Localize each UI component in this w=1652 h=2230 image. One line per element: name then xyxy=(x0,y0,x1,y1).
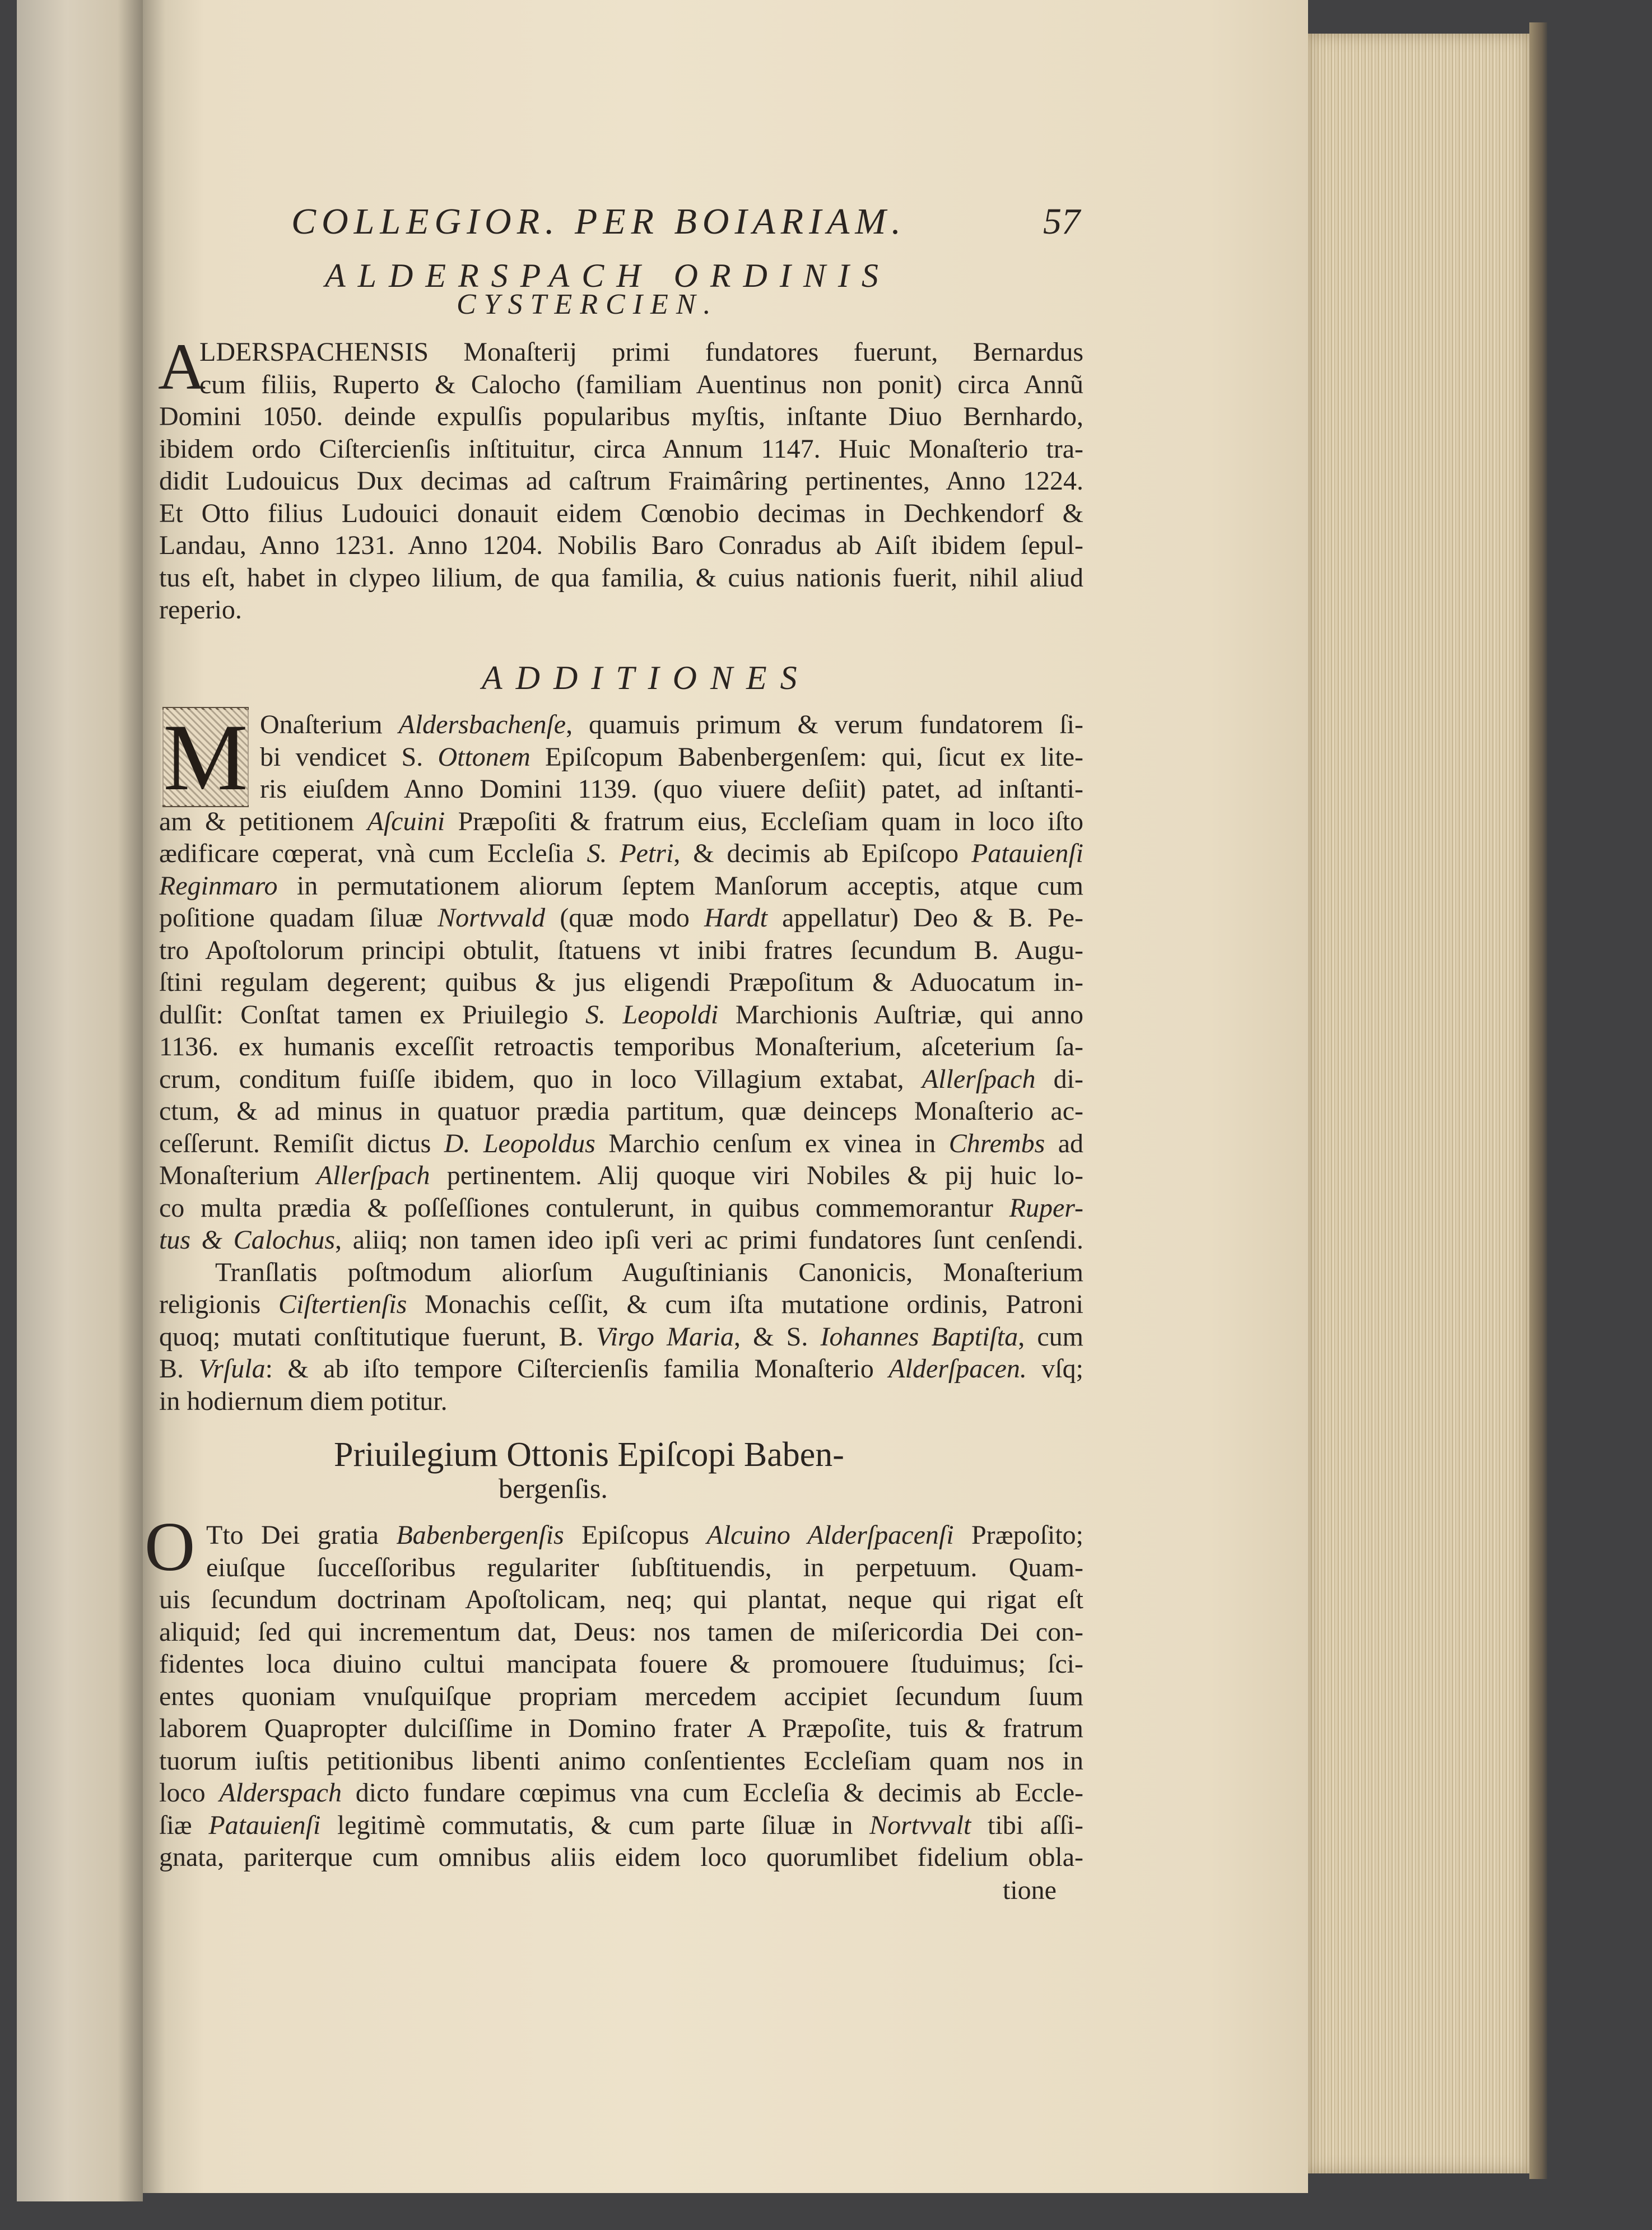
section-title-line1: ALDERSPACH ORDINIS xyxy=(325,257,891,294)
italic-text: Allerſpach xyxy=(316,1161,430,1190)
text-line xyxy=(159,902,1083,934)
italic-text: S. Leopoldi xyxy=(585,999,719,1030)
text-line xyxy=(159,837,1083,870)
text-segment: , aliiq; non tamen ideo ipſi veri ac primi fundatores ſunt cenſendi. xyxy=(335,1225,1084,1255)
page-number: 57 xyxy=(1043,201,1080,242)
text-segment: : & ab iſto tempore Ciſtercienſis familia Monaſterio xyxy=(265,1354,889,1384)
italic-text: Hardt xyxy=(704,903,767,933)
text-line xyxy=(159,934,1083,967)
text-segment: dicto fundare cœpimus vna cum Eccleſia & decimis ab Eccle- xyxy=(341,1778,1084,1808)
text-line xyxy=(159,1584,1083,1616)
text-segment: in hodiernum diem potitur. xyxy=(159,1386,448,1416)
italic-text: Ruper- xyxy=(1009,1193,1083,1223)
text-segment: , cum xyxy=(1018,1321,1084,1352)
text-segment: tus eſt, habet in clypeo lilium, de qua familia, & cuius nationis fuerit, nihil aliud xyxy=(159,562,1083,593)
text-line xyxy=(159,1385,1083,1418)
text-line xyxy=(159,1680,1083,1713)
italic-text: Babenbergenſis xyxy=(396,1520,564,1550)
text-line xyxy=(159,562,1083,594)
text-segment: , & S. xyxy=(734,1321,821,1352)
text-line xyxy=(159,806,1083,838)
text-segment: crum, conditum fuiſſe ibidem, quo in loco Villagium extabat, xyxy=(159,1064,922,1094)
text-segment: ſtini regulam degerent; quibus & jus eligendi Præpoſitum & Aduocatum in- xyxy=(159,967,1083,997)
drop-cap-o: O xyxy=(145,1509,196,1586)
text-segment: Tto Dei gratia xyxy=(206,1520,397,1550)
text-line xyxy=(159,529,1083,562)
italic-text: Allerſpach xyxy=(922,1064,1036,1094)
italic-text: Chrembs xyxy=(948,1128,1045,1158)
text-line xyxy=(260,709,1083,741)
text-line xyxy=(159,1160,1083,1192)
text-segment: am & petitionem xyxy=(159,806,367,836)
text-segment: Marchio cenſum ex vinea in xyxy=(595,1128,949,1158)
italic-text: Reginmaro xyxy=(159,870,278,901)
text-segment: tro Apoſtolorum principi obtulit, ſtatuens vt inibi fratres ſecundum B. Augu- xyxy=(159,935,1083,965)
text-segment: Præpoſiti & fratrum eius, Eccleſiam quam in loco iſto xyxy=(445,806,1084,836)
italic-text: Alderspach xyxy=(219,1778,342,1808)
italic-text: Alderſpacen. xyxy=(888,1354,1027,1384)
text-line xyxy=(159,1095,1083,1128)
text-line xyxy=(159,1841,1083,1874)
drop-cap-letter: M xyxy=(161,710,250,805)
paragraph-founding xyxy=(158,330,1083,626)
text-line xyxy=(159,1616,1083,1649)
text-segment: 1136. ex humanis exceſſit retroactis temporibus Monaſterium, aſceterium ſa- xyxy=(159,1032,1083,1062)
text-segment: , quamuis primum & verum fundatorem ſi- xyxy=(566,710,1084,739)
text-segment: Epiſcopum Babenbergenſem: qui, ſicut ex lite- xyxy=(530,742,1084,772)
text-line xyxy=(159,1321,1083,1353)
text-line xyxy=(206,1552,1083,1584)
text-segment: , & decimis ab Epiſcopo xyxy=(673,839,972,868)
text-segment: Landau, Anno 1231. Anno 1204. Nobilis Baro Conradus ab Aiſt ibidem ſepul- xyxy=(159,530,1083,560)
text-segment: co multa prædia & poſſeſſiones contulerunt, in quibus commemorantur xyxy=(159,1193,1009,1223)
text-segment: in permutationem aliorum ſeptem Manſorum acceptis, atque cum xyxy=(277,870,1083,901)
text-segment: vſq; xyxy=(1026,1354,1083,1384)
text-line xyxy=(159,1353,1083,1385)
italic-text: Nortvvalt xyxy=(869,1810,971,1840)
text-segment: Tranſlatis poſtmodum aliorſum Auguſtinianis Canonicis, Monaſterium xyxy=(215,1257,1083,1287)
text-line xyxy=(215,1256,1083,1289)
text-segment: B. xyxy=(159,1354,199,1384)
text-line xyxy=(159,1648,1083,1680)
privilegium-heading-line2: bergenſis. xyxy=(499,1473,608,1504)
text-line xyxy=(260,773,1083,806)
italic-text: Aſcuini xyxy=(367,806,445,836)
text-line xyxy=(199,336,1083,369)
text-segment: uis ſecundum doctrinam Apoſtolicam, neq; qui plantat, neque qui rigat eſt xyxy=(159,1585,1083,1614)
italic-text: Alcuino Alderſpacenſi xyxy=(706,1520,954,1550)
italic-text: Aldersbachenſe xyxy=(398,710,566,739)
text-segment: legitimè commutatis, & cum parte ſiluæ in xyxy=(320,1810,870,1840)
text-segment: ceſſerunt. Remiſit dictus xyxy=(159,1128,444,1158)
text-segment: ris eiuſdem Anno Domini 1139. (quo viuere deſiit) patet, ad inſtanti- xyxy=(260,774,1083,804)
facing-left-page-edge xyxy=(17,0,143,2201)
text-line xyxy=(199,369,1083,401)
text-line xyxy=(159,1128,1083,1160)
italic-text: Vrſula xyxy=(198,1354,266,1384)
italic-text: Ottonem xyxy=(438,742,530,772)
text-line xyxy=(159,1031,1083,1063)
text-segment: laborem Quapropter dulciſſime in Domino frater A Præpoſite, tuis & fratrum xyxy=(159,1714,1083,1743)
text-line xyxy=(159,999,1083,1031)
text-segment: ædificare cœperat, vnà cum Eccleſia xyxy=(159,839,587,868)
text-line xyxy=(159,433,1083,465)
italic-text: Patauienſi xyxy=(971,839,1083,868)
italic-text: Patauienſi xyxy=(208,1810,321,1840)
italic-text: tus & Calochus xyxy=(159,1225,336,1255)
text-line xyxy=(159,1809,1083,1842)
section-title-line2: CYSTERCIEN. xyxy=(457,288,719,320)
text-segment: appellatur) Deo & B. Pe- xyxy=(767,903,1083,933)
italic-text: Nortvvald xyxy=(438,903,546,933)
text-segment: religionis xyxy=(159,1289,278,1319)
text-segment: LDERSPACHENSIS Monaſterij primi fundatores fuerunt, Bernardus xyxy=(199,337,1083,367)
page-stack-fore-edge xyxy=(1308,34,1529,2173)
text-segment: ſiæ xyxy=(159,1810,209,1840)
text-line xyxy=(159,966,1083,999)
catchword: tione xyxy=(1003,1875,1057,1905)
text-segment: didit Ludouicus Dux decimas ad caſtrum Fraimâring pertinentes, Anno 1224. xyxy=(159,466,1083,496)
text-segment: eiuſque ſucceſſoribus regulariter ſubſtituendis, in perpetuum. Quam- xyxy=(206,1552,1083,1582)
text-line xyxy=(159,1745,1083,1777)
text-line xyxy=(159,401,1083,433)
text-line xyxy=(260,741,1083,774)
book-cover-edge xyxy=(1529,22,1547,2179)
text-segment: di- xyxy=(1035,1064,1083,1094)
text-segment: Monachis ceſſit, & cum iſta mutatione ordinis, Patroni xyxy=(407,1289,1083,1319)
text-segment: gnata, pariterque cum omnibus aliis eidem loco quorumlibet fidelium obla- xyxy=(159,1842,1083,1872)
italic-text: S. Petri xyxy=(587,839,674,868)
text-line xyxy=(159,870,1083,902)
paragraph-additiones xyxy=(159,709,1083,1417)
text-segment: ad xyxy=(1045,1128,1084,1158)
text-segment: Onaſterium xyxy=(260,710,399,739)
text-segment: cum filiis, Ruperto & Calocho (familiam Auentinus non ponit) circa Annũ xyxy=(199,369,1083,399)
text-line xyxy=(159,1288,1083,1321)
text-segment: Præpoſito; xyxy=(953,1520,1083,1550)
text-segment: reperio. xyxy=(159,595,242,625)
text-segment: Domini 1050. deinde expulſis popularibus myſtis, inſtante Diuo Bernhardo, xyxy=(159,402,1083,431)
text-segment: tibi aſſi- xyxy=(971,1810,1084,1840)
paragraph-privilegium xyxy=(159,1519,1083,1874)
text-line xyxy=(159,1224,1083,1256)
text-segment: ibidem ordo Ciſtercienſis inſtituitur, circa Annum 1147. Huic Monaſterio tra- xyxy=(159,434,1083,464)
text-segment: Marchionis Auſtriæ, qui anno xyxy=(718,999,1084,1030)
text-line xyxy=(159,1192,1083,1225)
text-segment: tuorum iuſtis petitionibus libenti animo conſentientes Eccleſiam quam nos in xyxy=(159,1745,1083,1776)
text-segment: entes quoniam vnuſquiſque propriam mercedem accipiet ſecundum ſuum xyxy=(159,1681,1083,1711)
text-line xyxy=(159,1063,1083,1096)
text-segment: fidentes loca diuino cultui mancipata fouere & promouere ſtuduimus; ſci- xyxy=(159,1649,1083,1679)
text-segment: Epiſcopus xyxy=(564,1520,707,1550)
privilegium-heading-line1: Priuilegium Ottonis Epiſcopi Baben- xyxy=(334,1436,844,1474)
text-segment: Et Otto filius Ludouici donauit eidem Cœnobio decimas in Dechkendorf & xyxy=(159,498,1083,528)
text-line xyxy=(159,1777,1083,1809)
text-line xyxy=(159,497,1083,530)
text-line xyxy=(206,1519,1083,1552)
text-segment: pertinentem. Alij quoque viri Nobiles & pij huic lo- xyxy=(430,1161,1083,1190)
text-line xyxy=(159,594,1083,626)
text-segment: (quæ modo xyxy=(545,903,705,933)
running-head-title: COLLEGIOR. PER BOIARIAM. xyxy=(291,201,906,242)
italic-text: Iohannes Baptiſta xyxy=(820,1321,1018,1352)
italic-text: Virgo Maria xyxy=(595,1321,734,1352)
italic-text: Ciſtertienſis xyxy=(278,1289,407,1319)
text-segment: aliquid; ſed qui incrementum dat, Deus: nos tamen de miſericordia Dei con- xyxy=(159,1617,1083,1647)
text-line xyxy=(159,1712,1083,1745)
text-segment: Monaſterium xyxy=(159,1161,317,1190)
text-segment: loco xyxy=(159,1778,220,1808)
italic-text: D. Leopoldus xyxy=(444,1128,595,1158)
additiones-heading: ADDITIONES xyxy=(482,659,811,696)
text-segment: bi vendicet S. xyxy=(260,742,438,772)
text-segment: dulſit: Conſtat tamen ex Priuilegio xyxy=(159,999,585,1030)
text-segment: poſitione quadam ſiluæ xyxy=(159,903,438,933)
text-line xyxy=(159,465,1083,497)
drop-cap-a: A xyxy=(158,330,206,403)
text-segment: ctum, & ad minus in quatuor prædia partitum, quæ deinceps Monaſterio ac- xyxy=(159,1096,1083,1126)
text-segment: quoq; mutati conſtitutique fuerunt, B. xyxy=(159,1321,596,1352)
